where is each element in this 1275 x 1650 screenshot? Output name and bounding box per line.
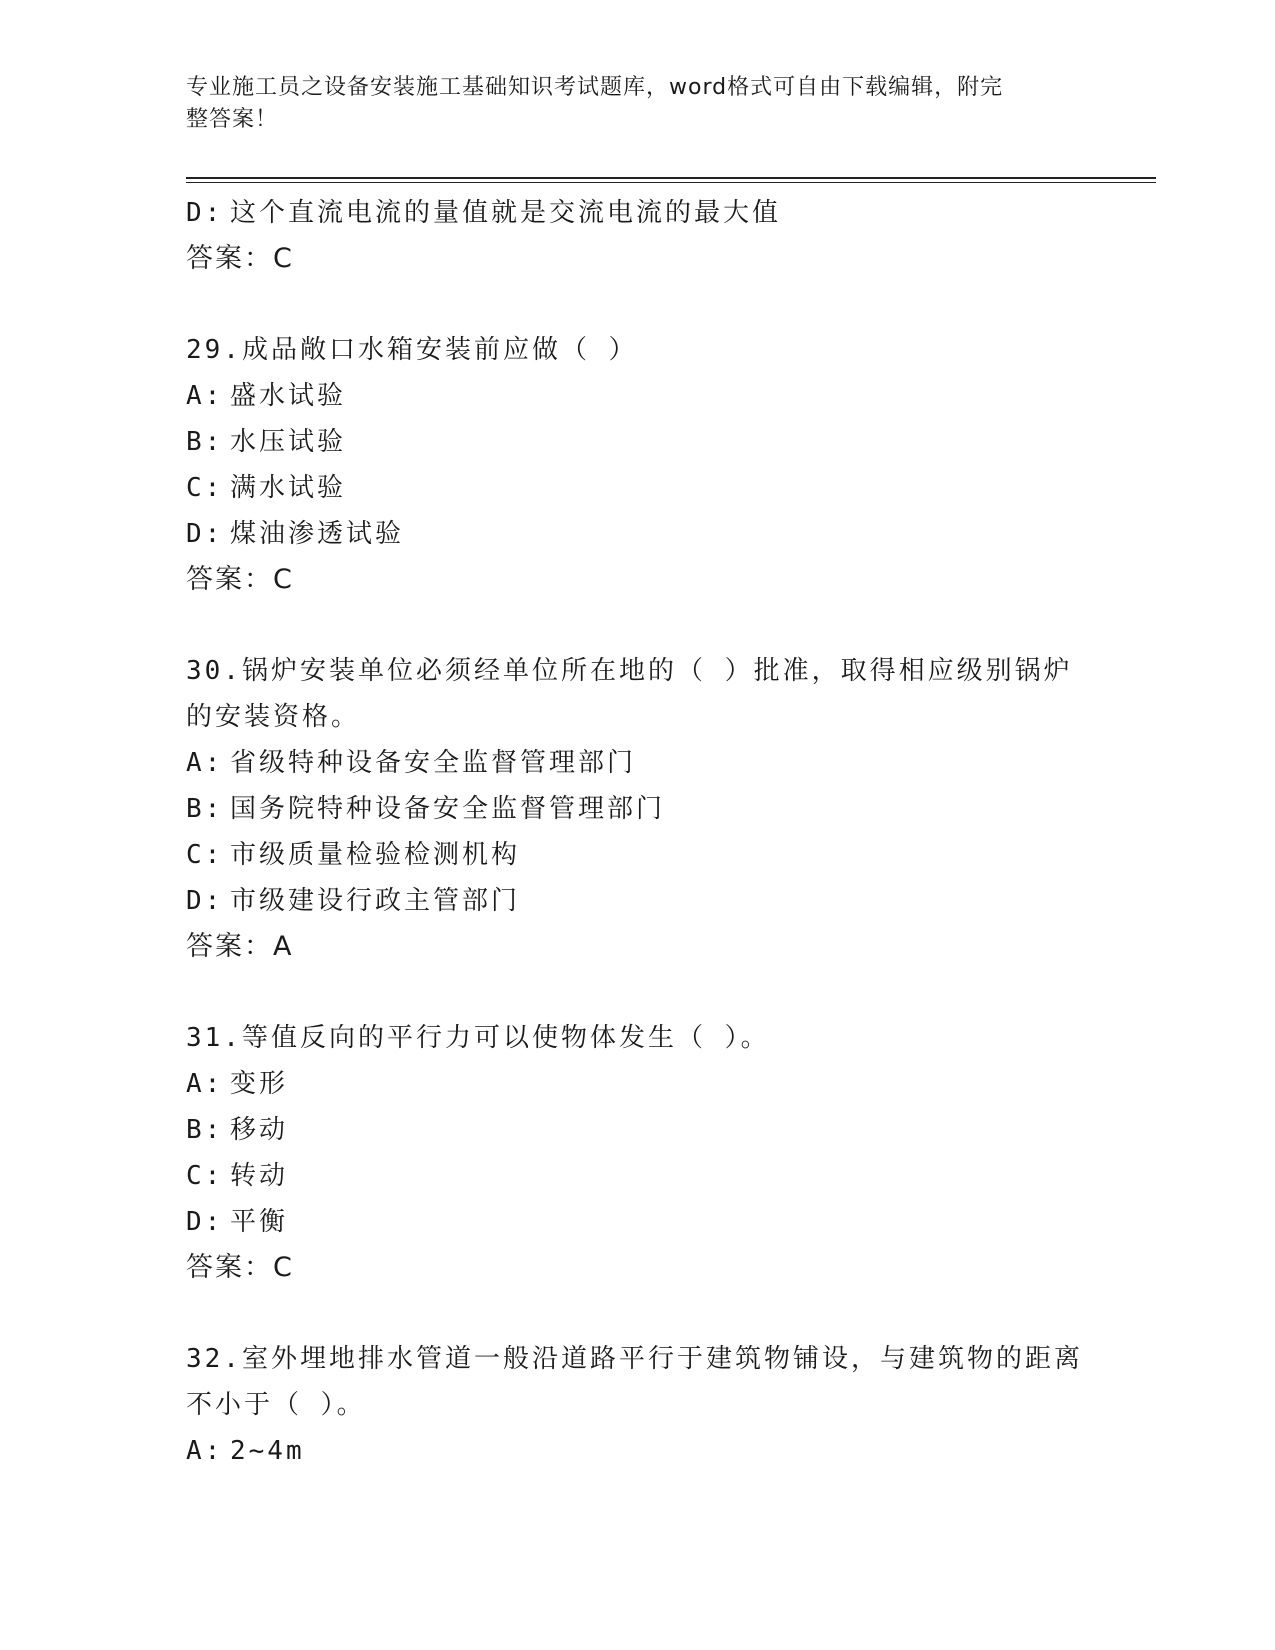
option-label: C:	[186, 1161, 224, 1191]
header-line-2: 整答案！	[186, 107, 279, 132]
question-stem: 30.锅炉安装单位必须经单位所在地的（ ）批准，取得相应级别锅炉	[186, 656, 1073, 686]
option-label: B:	[186, 427, 224, 457]
option-text: 水压试验	[230, 427, 347, 457]
answer: 答案：A	[186, 931, 294, 962]
option-text: 变形	[230, 1069, 289, 1099]
option-label: C:	[186, 840, 224, 870]
option-label: D:	[186, 198, 224, 228]
option-b	[186, 1107, 1086, 1153]
option-label: D:	[186, 886, 224, 916]
question-list	[186, 190, 1086, 1474]
option-label: A:	[186, 1069, 224, 1099]
answer: 答案：C	[186, 243, 294, 274]
option-label: A:	[186, 381, 224, 411]
option-text: 国务院特种设备安全监督管理部门	[230, 794, 666, 824]
question-stem: 32.室外埋地排水管道一般沿道路平行于建筑物铺设，与建筑物的距离	[186, 1344, 1083, 1374]
option-d	[186, 878, 1086, 924]
answer: 答案：C	[186, 1252, 294, 1283]
option-b	[186, 786, 1086, 832]
option-d	[186, 1199, 1086, 1245]
option-b	[186, 419, 1086, 465]
option-text: 这个直流电流的量值就是交流电流的最大值	[230, 198, 782, 228]
option-label: D:	[186, 519, 224, 549]
option-d	[186, 190, 1086, 236]
option-text: 煤油渗透试验	[230, 519, 405, 549]
header-divider-thin	[186, 182, 1156, 183]
option-label: D:	[186, 1207, 224, 1237]
question-stem: 29.成品敞口水箱安装前应做（ ）	[186, 335, 638, 365]
option-a	[186, 1061, 1086, 1107]
answer: 答案：C	[186, 564, 294, 595]
option-label: B:	[186, 794, 224, 824]
option-text: 市级质量检验检测机构	[230, 840, 521, 870]
option-a	[186, 740, 1086, 786]
option-c	[186, 1153, 1086, 1199]
option-text: 盛水试验	[230, 381, 347, 411]
option-text: 2~4m	[230, 1436, 305, 1466]
option-text: 平衡	[230, 1207, 289, 1237]
option-label: C:	[186, 473, 224, 503]
option-c	[186, 832, 1086, 878]
option-d	[186, 511, 1086, 557]
header-line-1: 专业施工员之设备安装施工基础知识考试题库，word格式可自由下载编辑，附完	[186, 75, 1004, 100]
option-a	[186, 373, 1086, 419]
option-a	[186, 1428, 1086, 1474]
option-text: 市级建设行政主管部门	[230, 886, 521, 916]
option-text: 满水试验	[230, 473, 347, 503]
document-header	[186, 72, 1066, 136]
option-text: 移动	[230, 1115, 289, 1145]
question-stem-continued: 的安装资格。	[186, 702, 361, 732]
option-text: 转动	[230, 1161, 289, 1191]
option-text: 省级特种设备安全监督管理部门	[230, 748, 637, 778]
option-label: A:	[186, 748, 224, 778]
option-label: B:	[186, 1115, 224, 1145]
option-c	[186, 465, 1086, 511]
option-label: A:	[186, 1436, 224, 1466]
question-stem: 31.等值反向的平行力可以使物体发生（ ）。	[186, 1023, 770, 1053]
header-divider-thick	[186, 177, 1156, 179]
question-stem-continued: 不小于（ ）。	[186, 1390, 366, 1420]
